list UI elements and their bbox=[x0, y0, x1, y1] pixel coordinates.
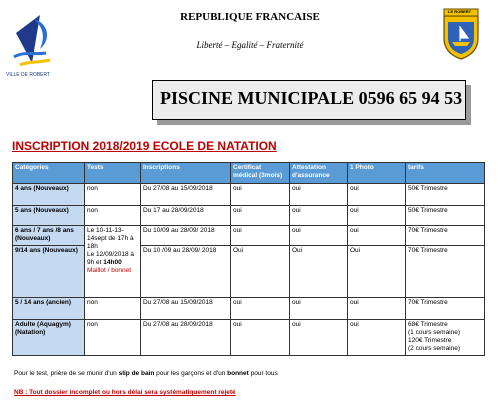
header-tarifs: tarifs bbox=[406, 163, 485, 184]
row-category: 5 / 14 ans (ancien) bbox=[13, 298, 85, 320]
row-tests-schedule bbox=[85, 226, 141, 298]
row-tarif: 50€ Trimestre bbox=[406, 206, 485, 226]
table-header-row bbox=[13, 163, 485, 184]
row-inscriptions: Du 17 au 28/09/2018 bbox=[141, 206, 231, 226]
tarif-line: 120€ Trimestre bbox=[408, 337, 452, 344]
row-category: 6 ans / 7 ans /8 ans (Nouveaux) bbox=[13, 226, 85, 246]
row-tarif: 70€ Trimestre bbox=[406, 226, 485, 246]
row-attestation: oui bbox=[290, 298, 348, 320]
row-photo: oui bbox=[348, 226, 406, 246]
tarif-line: (2 cours semaine) bbox=[408, 345, 461, 352]
table-row bbox=[13, 206, 485, 226]
row-photo: oui bbox=[348, 320, 406, 356]
row-photo: oui bbox=[348, 206, 406, 226]
row-category: 5 ans (Nouveaux) bbox=[13, 206, 85, 226]
table-row bbox=[13, 320, 485, 356]
row-category: 9/14 ans (Nouveaux) bbox=[13, 246, 85, 298]
header-certificat: Certificat médical (3mois) bbox=[231, 163, 290, 184]
note-text: pour tous bbox=[248, 370, 278, 377]
republic-title: REPUBLIQUE FRANCAISE bbox=[180, 11, 320, 23]
row-attestation: oui bbox=[290, 320, 348, 356]
test-schedule-line2-time: 14h00 bbox=[103, 259, 122, 266]
row-tarif: 70€ Trimestre bbox=[406, 246, 485, 298]
header-categories: Catégories bbox=[13, 163, 85, 184]
row-tests: non bbox=[85, 320, 141, 356]
tarif-line: 68€ Trimestre bbox=[408, 321, 448, 328]
note-text: Pour le test, prière de se munir d'un bbox=[14, 370, 119, 377]
note-bold: slip de bain bbox=[118, 370, 155, 377]
row-tests: non bbox=[85, 184, 141, 206]
row-attestation: oui bbox=[290, 206, 348, 226]
table-row bbox=[13, 226, 485, 246]
row-certificat: oui bbox=[231, 320, 290, 356]
header-tests: Tests bbox=[85, 163, 141, 184]
test-schedule-line2-prefix: Le 12/09/2018 à 9h et bbox=[87, 251, 134, 266]
header-attestation: Attestation d'assurance bbox=[290, 163, 348, 184]
row-inscriptions: Du 27/08 au 28/09/2018 bbox=[141, 320, 231, 356]
row-photo: oui bbox=[348, 298, 406, 320]
row-tarif-multi bbox=[406, 320, 485, 356]
row-attestation: oui bbox=[290, 184, 348, 206]
header-inscriptions: Inscriptions bbox=[141, 163, 231, 184]
row-inscriptions: Du 10/09 au 28/09/ 2018 bbox=[141, 226, 231, 246]
registration-table bbox=[12, 162, 485, 356]
banner-title: PISCINE MUNICIPALE 0596 65 94 53 bbox=[160, 88, 463, 108]
row-inscriptions: Du 27/08 au 15/09/2018 bbox=[141, 298, 231, 320]
row-photo: oui bbox=[348, 184, 406, 206]
row-inscriptions: Du 10 /09 au 28/09/ 2018 bbox=[141, 246, 231, 298]
section-title: INSCRIPTION 2018/2019 ECOLE DE NATATION bbox=[12, 139, 277, 153]
row-photo: Oui bbox=[348, 246, 406, 298]
crest-label: LE ROBERT bbox=[448, 9, 472, 14]
row-category: 4 ans (Nouveaux) bbox=[13, 184, 85, 206]
ville-label: VILLE DE ROBERT bbox=[6, 72, 51, 78]
row-attestation: oui bbox=[290, 226, 348, 246]
row-tests: non bbox=[85, 298, 141, 320]
note-warning: NB : Tout dossier incomplet ou hors délai sera systématiquement rejeté bbox=[14, 389, 236, 396]
row-category: Adulte (Aquagym) (Natation) bbox=[13, 320, 85, 356]
table-row bbox=[13, 298, 485, 320]
test-schedule-line2 bbox=[87, 251, 138, 267]
note-bold: bonnet bbox=[227, 370, 249, 377]
row-tarif: 70€ Trimestre bbox=[406, 298, 485, 320]
row-certificat: oui bbox=[231, 184, 290, 206]
row-certificat: Oui bbox=[231, 246, 290, 298]
row-inscriptions: Du 27/08 au 15/09/2018 bbox=[141, 184, 231, 206]
row-tarif: 50€ Trimestre bbox=[406, 184, 485, 206]
row-certificat: oui bbox=[231, 206, 290, 226]
row-certificat: oui bbox=[231, 298, 290, 320]
header-photo: 1 Photo bbox=[348, 163, 406, 184]
row-certificat: oui bbox=[231, 226, 290, 246]
motto: Liberté – Egalité – Fraternité bbox=[196, 40, 304, 50]
test-schedule-line3: Maillot / bonnet bbox=[87, 267, 132, 274]
row-tests: non bbox=[85, 206, 141, 226]
row-attestation: Oui bbox=[290, 246, 348, 298]
tarif-line: (1 cours semaine) bbox=[408, 329, 461, 336]
table-row bbox=[13, 184, 485, 206]
test-schedule-line1: Le 10-11-13-14sept de 17h à 18h bbox=[87, 227, 134, 250]
note-test-equipment bbox=[14, 370, 278, 377]
note-text: pour les garçons et d'un bbox=[154, 370, 228, 377]
table-row bbox=[13, 246, 485, 298]
